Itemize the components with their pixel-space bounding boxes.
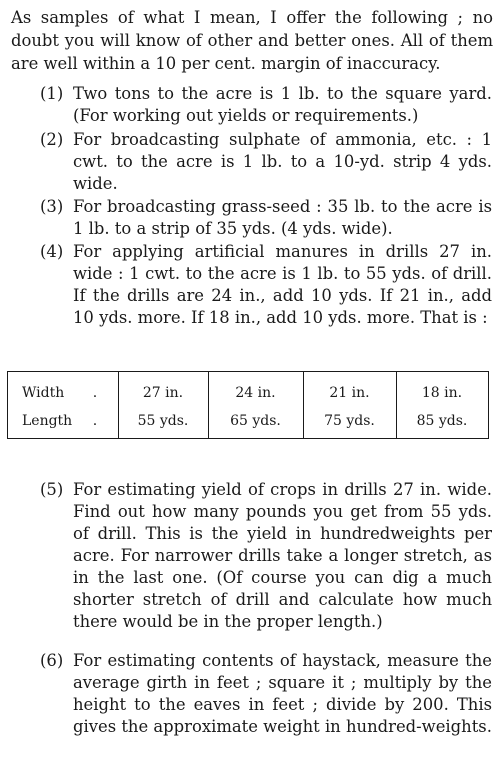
item-text: For estimating contents of haystack, measure the average girth in feet ; square it ; multiply by the height to the eaves in feet ; divide by 200. This gives the approximate weight in hundred-weights.: [73, 651, 492, 736]
item-number: (5): [40, 480, 64, 499]
row-label: Length: [22, 413, 73, 429]
list-item-1: [40, 83, 492, 127]
item-text: For estimating yield of crops in drills 27 in. wide. Find out how many pounds you get from 55 yds. of drill. This is the yield in hundredweights per acre. For narrower drills take a longer stretch, as in the last one. (Of course you can dig a much shorter stretch of drill and calculate how much there would be in the proper length.): [73, 480, 492, 631]
table-row-width: [8, 378, 488, 408]
row-label: Width: [22, 385, 65, 401]
drill-table: [7, 371, 489, 439]
table-cell: 65 yds.: [230, 413, 281, 429]
list-item-6: [40, 650, 492, 738]
item-number: (4): [40, 242, 64, 261]
table-cell: 24 in.: [235, 385, 276, 401]
item-text: Two tons to the acre is 1 lb. to the square yard. (For working out yields or requirements.): [73, 84, 492, 125]
list-item-5: [40, 479, 492, 633]
table-row-length: [8, 406, 488, 436]
table-cell: 18 in.: [421, 385, 463, 401]
row-leader-dots: .: [92, 413, 98, 429]
intro-paragraph: As samples of what I mean, I offer the following ; no doubt you will know of other and better ones. All of them are well within a 10 per cent. margin of inaccuracy.: [11, 8, 493, 73]
row-leader-dots: .: [92, 385, 98, 401]
list-item-4: [40, 241, 492, 329]
list-item-2: [40, 129, 492, 195]
item-text: For broadcasting grass-seed : 35 lb. to the acre is 1 lb. to a strip of 35 yds. (4 yds. wide).: [73, 197, 492, 238]
item-text: For applying artificial manures in drills 27 in. wide : 1 cwt. to the acre is 1 lb. to 55 yds. of drill. If the drills are 24 in., add 10 yds. If 21 in., add 10 yds. more. If 18 in., add 10 yds. more. That is :: [73, 242, 492, 327]
table-cell: 21 in.: [329, 385, 370, 401]
item-number: (1): [40, 84, 64, 103]
item-text: For broadcasting sulphate of ammonia, etc. : 1 cwt. to the acre is 1 lb. to a 10-yd. strip 4 yds. wide.: [73, 130, 492, 193]
list-item-3: [40, 196, 492, 240]
item-number: (2): [40, 130, 64, 149]
table-cell: 27 in.: [142, 385, 184, 401]
item-number: (3): [40, 197, 64, 216]
table-cell: 75 yds.: [324, 413, 375, 429]
table-cell: 55 yds.: [137, 413, 189, 429]
item-number: (6): [40, 651, 64, 670]
table-cell: 85 yds.: [416, 413, 468, 429]
